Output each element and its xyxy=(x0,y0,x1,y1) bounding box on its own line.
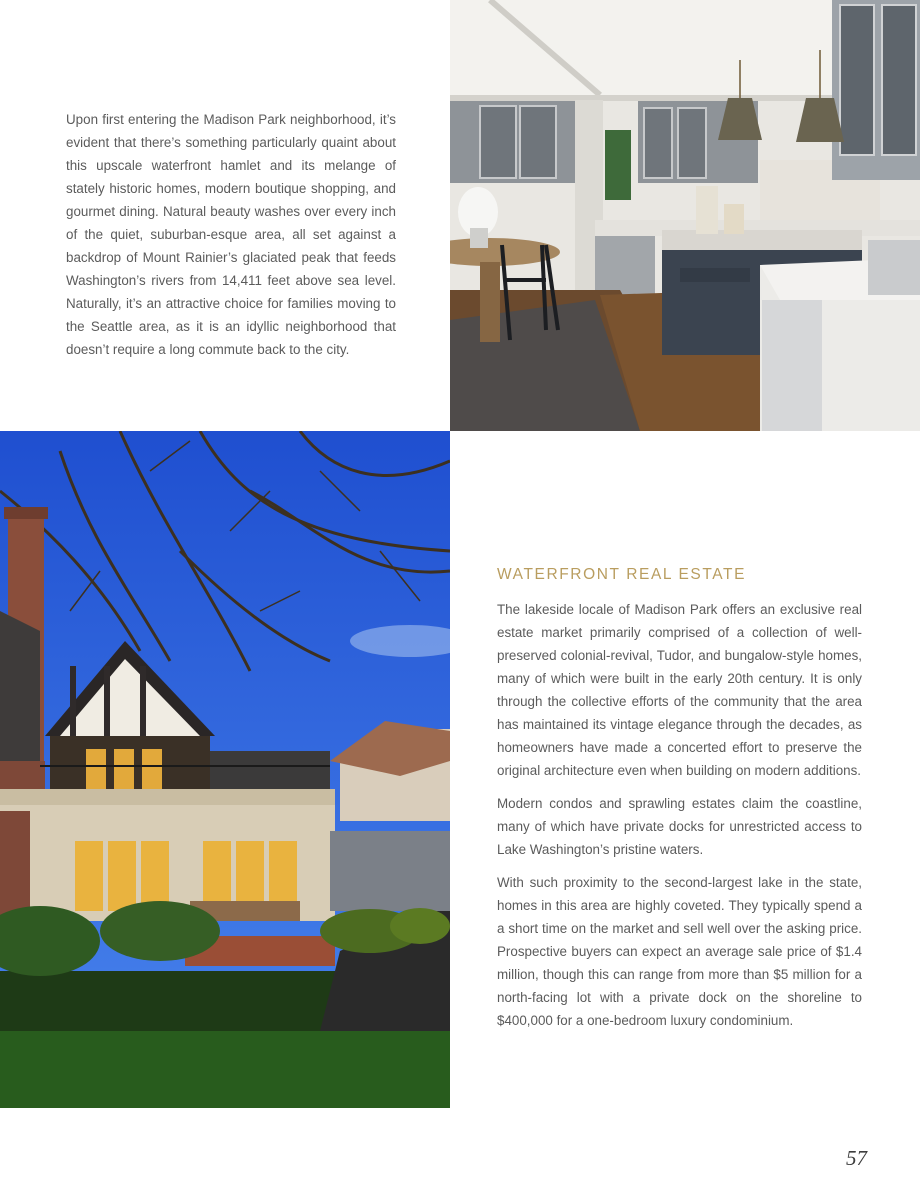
page-number: 57 xyxy=(846,1146,867,1170)
section-body xyxy=(497,598,862,1042)
section-paragraph: The lakeside locale of Madison Park offers an exclusive real estate market primarily comprised of a collection of well-preserved colonial-revival, Tudor, and bungalow-style homes, many of which were built in the early 20th century. It is only through the collective efforts of the community that the area has maintained its vintage elegance through the decades, as homeowners have made a concerted effort to preserve the original architecture even when building on modern additions. xyxy=(497,602,862,778)
house-exterior-photo xyxy=(0,431,450,1108)
section-paragraph: With such proximity to the second-largest lake in the state, homes in this area are highly coveted. They typically spend a a short time on the market and sell well over the asking price. Prospective buyers can expect an average sale price of $1.4 million, though this can range from more than $5 million for a north-facing lot with a private dock on the shoreline to $400,000 for a one-bedroom luxury condominium. xyxy=(497,875,862,1028)
kitchen-photo xyxy=(450,0,920,431)
section-heading: WATERFRONT REAL ESTATE xyxy=(497,566,747,583)
intro-paragraph: Upon first entering the Madison Park neighborhood, it’s evident that there’s something particularly quaint about this upscale waterfront hamlet and its melange of stately historic homes, modern boutique shopping, and gourmet dining. Natural beauty washes over every inch of the quiet, suburban-esque area, all set against a backdrop of Mount Rainier’s glaciated peak that feeds Washington’s rivers from 14,411 feet above sea level. Naturally, it’s an attractive choice for families moving to the Seattle area, as it is an idyllic neighborhood that doesn’t require a long commute back to the city. xyxy=(66,112,396,357)
section-paragraph: Modern condos and sprawling estates claim the coastline, many of which have private docks for unrestricted access to Lake Washington’s pristine waters. xyxy=(497,796,862,857)
